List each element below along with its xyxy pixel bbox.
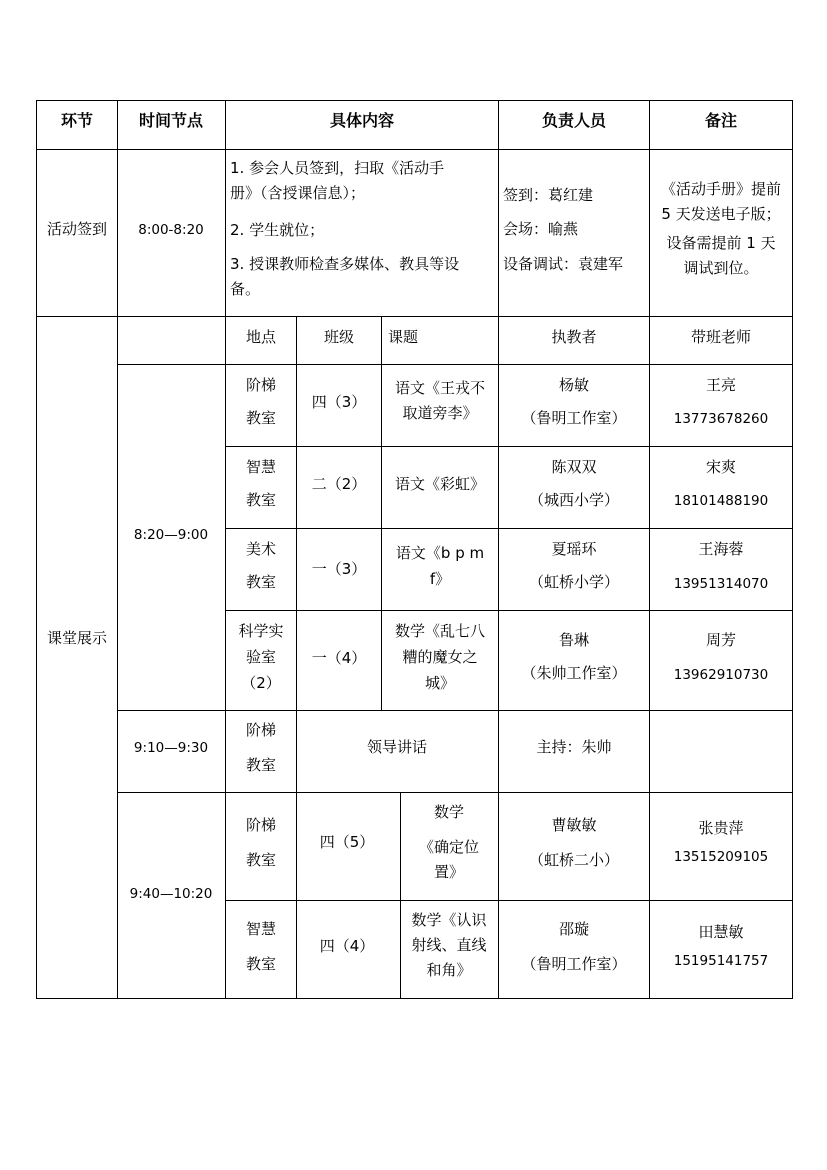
header-time: 时间节点: [138, 111, 204, 130]
slot1-row4-topic: 城》: [424, 674, 456, 692]
slot3-row1-teacher: 曹敏敏: [551, 816, 597, 834]
slot3-row1-grade: 四（5）: [319, 833, 375, 851]
slot1-row3-phone: 13951314070: [673, 576, 769, 592]
slot3-row1-teacher: （虹桥二小）: [528, 851, 620, 869]
slot1-row4-place: 科学实: [238, 622, 284, 640]
slot1-row4-phone: 13962910730: [673, 667, 769, 683]
slot1-row1-homeroom: 王亮: [705, 376, 737, 394]
slot1-row1-topic: 取道旁李》: [402, 404, 478, 422]
slot1-row4-homeroom: 周芳: [705, 631, 737, 649]
slot2-content: 领导讲话: [366, 738, 428, 756]
subheader-homeroom: 带班老师: [690, 328, 752, 346]
signin-stage: 活动签到: [46, 220, 108, 238]
header-person: 负责人员: [541, 111, 607, 130]
slot3-time: 9:40—10:20: [129, 886, 213, 902]
signin-note-line: 调试到位。: [683, 259, 759, 277]
slot1-row3-topic: 语文《b p m: [395, 544, 485, 562]
slot1-row1-place: 教室: [245, 409, 277, 427]
header-content: 具体内容: [329, 111, 395, 130]
slot2-person: 主持：朱帅: [536, 738, 612, 756]
slot1-row2-teacher: （城西小学）: [528, 491, 620, 509]
subheader-place: 地点: [245, 328, 277, 346]
slot1-row4-topic: 糟的魔女之: [402, 648, 478, 666]
signin-content-line: 1. 参会人员签到，扫取《活动手: [230, 159, 445, 177]
signin-person-line: 会场：喻燕: [503, 220, 579, 238]
slot2-place: 教室: [245, 756, 277, 774]
slot1-row3-grade: 一（3）: [311, 560, 367, 578]
slot3-row2-place: 智慧: [245, 920, 277, 938]
slot1-row2-place: 智慧: [245, 458, 277, 476]
slot3-row2-teacher: 邵璇: [558, 920, 590, 938]
slot3-row1-topic: 《确定位: [418, 838, 480, 856]
slot1-row2-phone: 18101488190: [673, 493, 769, 509]
slot1-row4-place: （2）: [241, 674, 281, 692]
slot3-row1-place: 教室: [245, 851, 277, 869]
signin-person-line: 设备调试：袁建军: [503, 255, 624, 273]
slot1-row1-grade: 四（3）: [311, 393, 367, 411]
slot1-row3-homeroom: 王海蓉: [698, 540, 744, 558]
slot3-row2-teacher: （鲁明工作室）: [521, 955, 627, 973]
subheader-teacher: 执教者: [551, 328, 597, 346]
slot1-row1-phone: 13773678260: [673, 411, 769, 427]
slot1-row3-teacher: （虹桥小学）: [528, 573, 620, 591]
slot3-row1-topic: 数学: [433, 803, 465, 821]
slot3-row2-grade: 四（4）: [319, 937, 375, 955]
signin-time: 8:00-8:20: [138, 222, 204, 238]
slot1-row4-place: 验室: [245, 648, 277, 666]
slot2-place: 阶梯: [245, 721, 277, 739]
slot1-row3-topic: f》: [429, 570, 451, 588]
slot1-row4-teacher: （朱帅工作室）: [521, 664, 627, 682]
slot1-row2-place: 教室: [245, 491, 277, 509]
signin-content-line: 2. 学生就位；: [230, 221, 325, 239]
subheader-topic: 课题: [388, 328, 419, 346]
signin-note-line: 《活动手册》提前: [660, 180, 782, 198]
signin-content-line: 3. 授课教师检查多媒体、教具等设: [230, 255, 460, 273]
signin-person-line: 签到：葛红建: [503, 186, 594, 204]
slot1-row2-grade: 二（2）: [311, 475, 367, 493]
header-note: 备注: [704, 111, 738, 130]
slot1-row4-topic: 数学《乱七八: [394, 622, 486, 640]
slot1-time: 8:20—9:00: [133, 527, 209, 543]
class-stage: 课堂展示: [46, 629, 108, 647]
slot3-row2-topic: 射线、直线: [411, 936, 487, 954]
slot3-row2-topic: 数学《认识: [411, 911, 487, 929]
slot1-row3-place: 教室: [245, 573, 277, 591]
slot1-row1-teacher: （鲁明工作室）: [521, 409, 627, 427]
slot3-row1-topic: 置》: [433, 863, 465, 881]
slot3-row1-homeroom: 张贵萍: [698, 819, 744, 837]
slot1-row3-place: 美术: [245, 540, 277, 558]
subheader-grade: 班级: [323, 328, 355, 346]
slot3-row1-place: 阶梯: [245, 816, 277, 834]
signin-content-line: 册》（含授课信息）；: [230, 184, 366, 202]
slot3-row2-homeroom: 田慧敏: [698, 923, 744, 941]
slot1-row2-topic: 语文《彩虹》: [394, 475, 486, 493]
slot3-row2-phone: 15195141757: [673, 953, 769, 969]
slot3-row2-place: 教室: [245, 955, 277, 973]
slot1-row2-teacher: 陈双双: [551, 458, 597, 476]
signin-content-line: 备。: [230, 280, 261, 298]
slot1-row4-teacher: 鲁琳: [558, 631, 590, 649]
slot1-row1-place: 阶梯: [245, 376, 277, 394]
slot1-row1-topic: 语文《王戎不: [394, 379, 486, 397]
slot2-time: 9:10—9:30: [133, 740, 209, 756]
header-stage: 环节: [60, 111, 94, 130]
slot3-row1-phone: 13515209105: [673, 849, 769, 865]
slot1-row2-homeroom: 宋爽: [705, 458, 737, 476]
signin-note-line: 5 天发送电子版；: [661, 205, 781, 223]
slot1-row4-grade: 一（4）: [311, 649, 367, 667]
slot1-row3-teacher: 夏瑶环: [551, 540, 597, 558]
signin-note-line: 设备需提前 1 天: [666, 234, 776, 252]
slot3-row2-topic: 和角》: [426, 961, 472, 979]
slot1-row1-teacher: 杨敏: [558, 376, 590, 394]
